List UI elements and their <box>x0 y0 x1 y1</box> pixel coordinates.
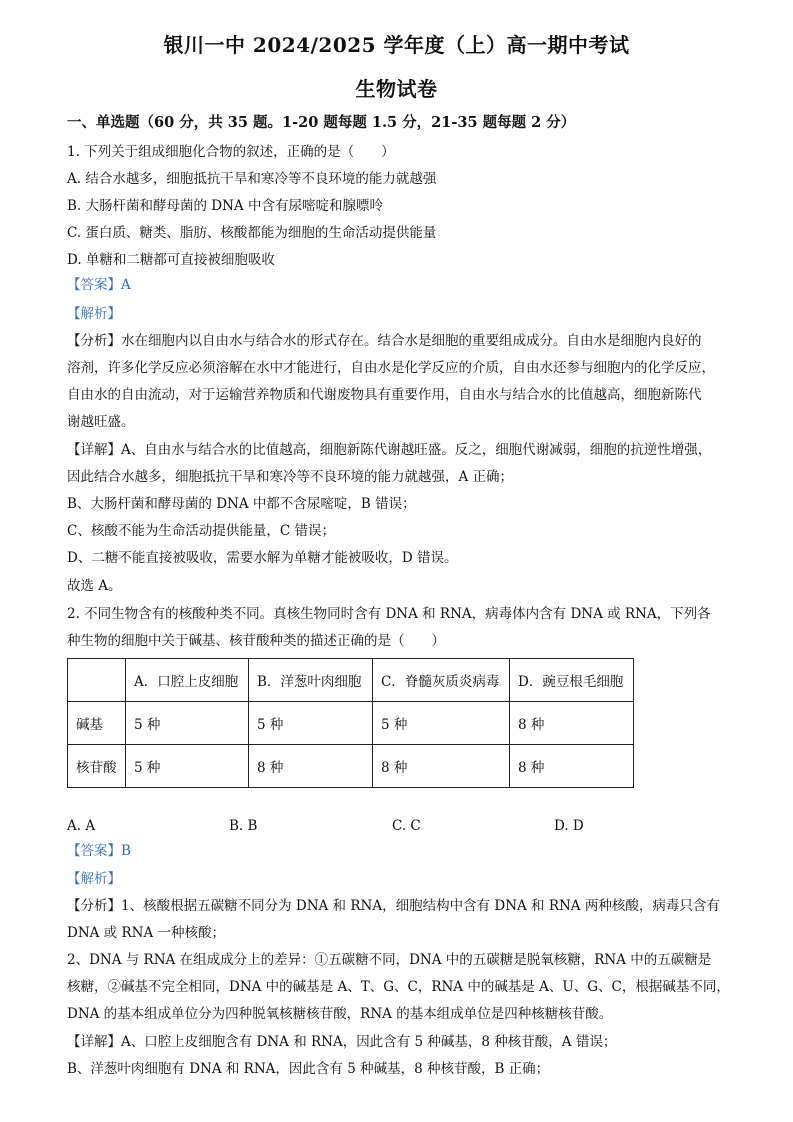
table-cell: 5 种 <box>373 702 510 745</box>
q2-options-table <box>67 658 634 788</box>
table-header-cell: A．口腔上皮细胞 <box>126 659 249 702</box>
table-header-cell: C．脊髓灰质炎病毒 <box>373 659 510 702</box>
table-cell: 5 种 <box>126 702 249 745</box>
exam-subtitle: 生物试卷 <box>355 77 438 101</box>
table-row <box>68 745 634 788</box>
q1-xiangjie-line: C、核酸不能为生命活动提供能量，C 错误； <box>67 523 335 539</box>
table-cell: 8 种 <box>510 702 634 745</box>
q2-stem-line: 种生物的细胞中关于碱基、核苷酸种类的描述正确的是（ ） <box>67 633 445 649</box>
exam-title: 银川一中 2024/2025 学年度（上）高一期中考试 <box>163 33 630 57</box>
q1-xiangjie-line: 故选 A。 <box>67 578 122 594</box>
q2-xiangjie-line: 【详解】A、口腔上皮细胞含有 DNA 和 RNA，因此含有 5 种碱基，8 种核苷酸，A 错误； <box>67 1034 617 1050</box>
table-row <box>68 702 634 745</box>
q2-choice-b: B. B <box>229 818 258 834</box>
table-cell: 5 种 <box>126 745 249 788</box>
q2-choice-a: A. A <box>67 818 96 834</box>
q1-xiangjie-line: 因此结合水越多，细胞抵抗干旱和寒冷等不良环境的能力就越强，A 正确； <box>67 469 514 485</box>
q1-option-b: B. 大肠杆菌和酵母菌的 DNA 中含有尿嘧啶和腺嘌呤 <box>67 198 383 214</box>
q2-fenxi-line: 2、DNA 与 RNA 在组成成分上的差异：①五碳糖不同，DNA 中的五碳糖是脱氧核糖，RNA 中的五碳糖是 <box>67 952 712 968</box>
q1-analysis-label: 【解析】 <box>67 306 121 322</box>
q2-fenxi-line: DNA 或 RNA 一种核酸； <box>67 925 225 941</box>
table-row-label: 碱基 <box>68 702 126 745</box>
q1-fenxi-line: 自由水的自由流动，对于运输营养物质和代谢废物具有重要作用，自由水与结合水的比值越高，细胞新陈代 <box>67 387 702 403</box>
table-header-row <box>68 659 634 702</box>
q2-choice-d: D. D <box>554 818 584 834</box>
q2-analysis-label: 【解析】 <box>67 871 121 887</box>
table-cell: 8 种 <box>510 745 634 788</box>
table-cell: 5 种 <box>249 702 373 745</box>
q2-choice-c: C. C <box>392 818 421 834</box>
q2-fenxi-line: 核糖，②碱基不完全相同，DNA 中的碱基是 A、T、G、C，RNA 中的碱基是 A、U、G、C，根据碱基不同， <box>67 979 730 995</box>
q1-option-a: A. 结合水越多，细胞抵抗干旱和寒冷等不良环境的能力就越强 <box>67 171 437 187</box>
table-cell: 8 种 <box>373 745 510 788</box>
q1-stem: 1. 下列关于组成细胞化合物的叙述，正确的是（ ） <box>67 144 395 160</box>
table-header-cell: B．洋葱叶肉细胞 <box>249 659 373 702</box>
table-header-cell <box>68 659 126 702</box>
q1-xiangjie-line: B、大肠杆菌和酵母菌的 DNA 中都不含尿嘧啶，B 错误； <box>67 496 416 512</box>
q1-option-c: C. 蛋白质、糖类、脂肪、核酸都能为细胞的生命活动提供能量 <box>67 225 437 241</box>
q1-xiangjie-line: 【详解】A、自由水与结合水的比值越高，细胞新陈代谢越旺盛。反之，细胞代谢减弱，细胞的抗逆性增强， <box>67 442 712 458</box>
q1-fenxi-line: 溶剂，许多化学反应必须溶解在水中才能进行，自由水是化学反应的介质，自由水还参与细胞内的化学反应， <box>67 360 715 376</box>
q2-fenxi-line: DNA 的基本组成单位分为四种脱氧核糖核苷酸，RNA 的基本组成单位是四种核糖核苷酸。 <box>67 1006 613 1022</box>
table-cell: 8 种 <box>249 745 373 788</box>
q2-fenxi-line: 【分析】1、核酸根据五碳糖不同分为 DNA 和 RNA，细胞结构中含有 DNA 和 RNA 两种核酸，病毒只含有 <box>67 898 720 914</box>
q1-xiangjie-line: D、二糖不能直接被吸收，需要水解为单糖才能被吸收，D 错误。 <box>67 550 458 566</box>
q1-answer: 【答案】A <box>67 277 131 293</box>
section-heading: 一、单选题（60 分，共 35 题。1-20 题每题 1.5 分，21-35 题每题 2 分） <box>67 114 576 131</box>
q2-xiangjie-line: B、洋葱叶肉细胞有 DNA 和 RNA，因此含有 5 种碱基，8 种核苷酸，B 正确； <box>67 1061 550 1077</box>
q2-answer: 【答案】B <box>67 843 131 859</box>
table-row-label: 核苷酸 <box>68 745 126 788</box>
q1-fenxi-line: 【分析】水在细胞内以自由水与结合水的形式存在。结合水是细胞的重要组成成分。自由水是细胞内良好的 <box>67 333 702 349</box>
q1-option-d: D. 单糖和二糖都可直接被细胞吸收 <box>67 252 275 268</box>
q2-stem-line: 2. 不同生物含有的核酸种类不同。真核生物同时含有 DNA 和 RNA，病毒体内含有 DNA 或 RNA，下列各 <box>67 606 711 622</box>
q1-fenxi-line: 谢越旺盛。 <box>67 414 135 430</box>
table-header-cell: D．豌豆根毛细胞 <box>510 659 634 702</box>
